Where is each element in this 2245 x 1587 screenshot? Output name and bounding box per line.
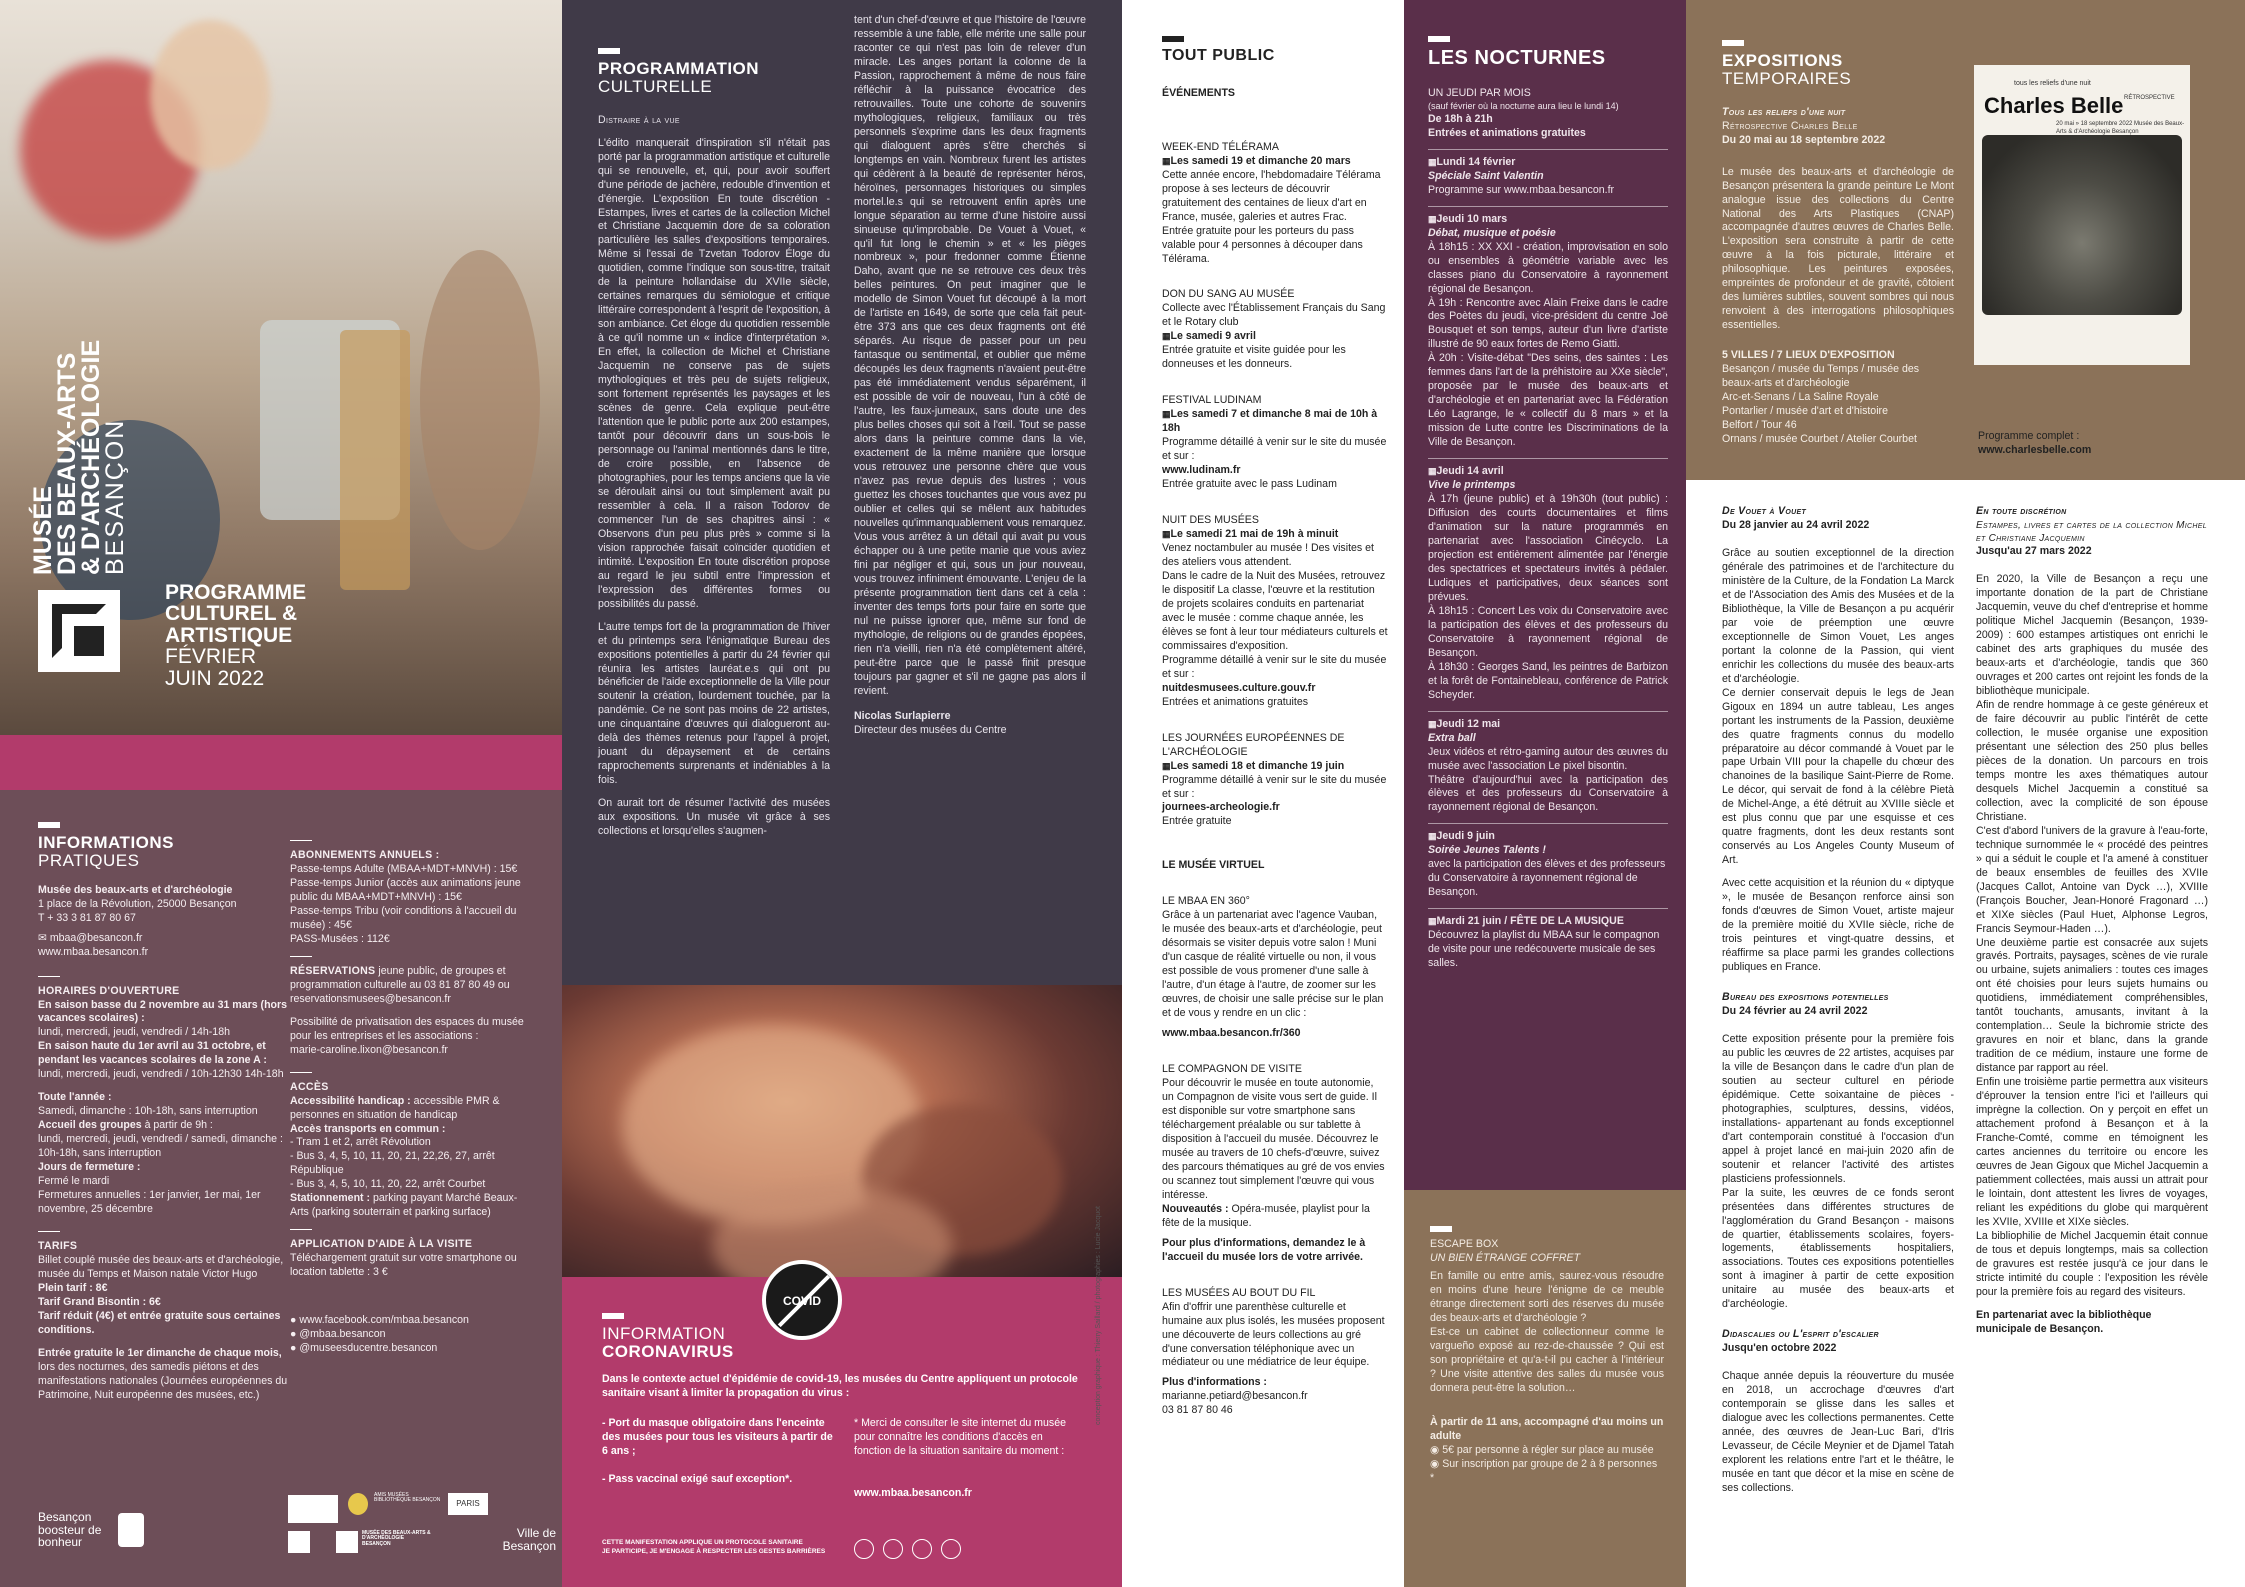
escape-title: ESCAPE BOX [1430,1238,1499,1250]
signature-name: Nicolas Surlapierre [854,710,951,723]
web-link[interactable]: www.mbaa.besancon.fr [38,945,149,958]
nocturnes-column: LES NOCTURNES UN JEUDI PAR MOIS (sauf février où la nocturne aura lieu le lundi 14) De 18h à 21h Entrées et animations gratuites ▦ Lundi 14 février Spéciale Saint Valentin Programme sur www.mbaa.besancon.fr ▦ Jeudi 10 mars Débat, musique et poésie À 18h15 : XX XXI - création, improvisation en solo ou ensembles à géométrie variable avec les classes piano du Conservatoire à rayonnement régional de Besançon. À 19h : Rencontre avec Alain Freixe dans le cadre des Poètes du jeudi, vice-président du centre Joë Bousquet et son temps, auteur d'un livre d'artiste illustré de 90 eaux fortes de Remo Giatti. À 20h : Visite-débat "Des seins, des saintes : Les femmes dans l'art de la préhistoire au XXe siècle", proposée par le musée des beaux-arts et d'archéologie et en partenariat avec la Fédération Léo Lagrange, le « collectif du 8 mars » et la mission de Lutte contre les Discriminations de la Ville de Besançon. ▦ Jeudi 14 avril Vive le printemps À 17h (jeune public) et à 19h30h (tout public) : Diffusion des courts documentaires et films d'animation sur la nature programmés en partenariat avec l'association Cinécyclo. La projection est entièrement alimentée par l'énergie des spectatrices et spectateurs invités à pédaler. Ludiques et participatives, deux séances sont prévues. À 18h15 : Concert Les voix du Conservatoire avec la participation des élèves et des professeurs du Conservatoire à rayonnement régional de Besançon. À 18h30 : Georges Sand, les peintres de Barbizon et la forêt de Fontainebleau, conférence de Patrick Scheyder. ▦ Jeudi 12 mai Extra ball Jeux vidéos et rétro-gaming autour des œuvres du musée avec l'association Le pixel bisontin. Théâtre d'aujourd'hui avec la participation des élèves et des professeurs du Conservatoire à rayonnement régional de Besançon. ▦ Jeudi 9 juin Soirée Jeunes Talents ! avec la participation des élèves et des professeurs du Conservatoire à rayonnement régional de Besançon. ▦ Mardi 21 juin / FÊTE DE LA MUSIQUE Découvrez la playlist du MBAA sur le compagnon de visite pour une redécouverte musicale de ses salles. ESCAPE BOX UN BIEN ÉTRANGE COFFRET En famille ou entre amis, saurez-vous résoudre en moins d'une heure l'énigme de ce meuble étrange directement sorti des réserves du musée des beaux-arts et d'archéologie ? Est-ce un cabinet de collectionneur comme le vargueño exposé au rez-de-chaussée ? Qui est son propriétaire et qu'a-t-il pu cacher à l'intérieur ? Une visite attentive des salles du musée vous donnera peut-être la solution… À partir de 11 ans, accompagné d'au moins un adulte ◉ 5€ par personne à régler sur place au musée ◉ Sur inscription par groupe de 2 à 8 personnes * [1404,0,1686,1587]
event-nuit-des-musees: NUIT DES MUSÉES ▦ Le samedi 21 mai de 19h à minuit Venez noctambuler au musée ! Des visites et des ateliers vous attendent. Dans le cadre de la Nuit des Musées, retrouvez le dispositif La classe, l'œuvre et la restitution de projets scolaires conduits en partenariat avec le musée : comme chaque année, les élèves se font à leur tour médiateurs culturels et commissaires d'exposition. Programme détaillé à venir sur le site du musée et sur : nuitdesmusees.culture.gouv.fr Entrées et animations gratuites [1162,514,1388,710]
tout-public-column [1122,0,1404,1587]
nocturne-date-3: ▦ Jeudi 14 avril [1428,465,1668,479]
museum-small-logo-text: MUSÉE DES BEAUX-ARTS & D'ARCHÉOLOGIE BESANÇON [362,1530,431,1547]
practical-info-column [0,0,562,1587]
info-right: ABONNEMENTS ANNUELS : Passe-temps Adulte (MBAA+MDT+MNVH) : 15€ Passe-temps Junior (accès aux animations jeune public du MBAA+MDT+MNVH) : 15€ Passe-temps Tribu (voir conditions à l'accueil du musée) : 45€ PASS-Musées : 112€ RÉSERVATIONS jeune public, de groupes et programmation culturelle au 03 81 87 80 49 ou reservationsmusees@besancon.fr Possibilité de privatisation des espaces du musée pour les entreprises et les associations : marie-caroline.lixon@besancon.fr ACCÈS Accessibilité handicap : accessible PMR & personnes en situation de handicap Accès transports en commun : - Tram 1 et 2, arrêt Révolution - Bus 3, 4, 5, 10, 11, 20, 21, 22,26, 27, arrêt République - Bus 3, 4, 5, 10, 11, 20, 22, arrêt Courbet Stationnement : parking payant Marché Beaux-Arts (parking souterrain et parking surface) APPLICATION D'AIDE À LA VISITE Téléchargement gratuit sur votre smartphone ou location tablette : 3 € ● www.facebook.com/mbaa.besancon ● @mbaa.besancon ● @museesducentre.besancon [290,838,530,1356]
covid-web-link[interactable]: www.mbaa.besancon.fr [854,1487,972,1499]
facebook-link[interactable]: ● www.facebook.com/mbaa.besancon [290,1314,469,1327]
museum-small-logo-icon [336,1531,358,1553]
edito-p3: On aurait tort de résumer l'activité des musées aux expositions. Un musée vit grâce à ses collections et lorsqu'elles s'augmen- [598,797,830,838]
nocturne-date-5: ▦ Jeudi 9 juin [1428,830,1668,844]
handwash-icon [883,1539,903,1559]
covid-rule-mask: - Port du masque obligatoire dans l'enceinte des musées pour tous les visiteurs à partir de 6 ans ; [602,1417,833,1457]
nocturne-date-6: ▦ Mardi 21 juin / FÊTE DE LA MUSIQUE [1428,915,1668,929]
covid-intro: Dans le contexte actuel d'épidémie de covid-19, les musées du Centre appliquent un protocole sanitaire visant à limiter la propagation du virus : [602,1373,1078,1399]
covid-title: INFORMATION [602,1324,726,1343]
charles-belle-poster: tous les reliefs d'une nuit Charles Belle RÉTROSPECTIVE 20 mai » 18 septembre 2022 Musée des Beaux-Arts & d'Archéologie Besançon [1974,65,2190,365]
nocturnes-title: LES NOCTURNES [1428,47,1606,69]
virtual-bout-du-fil: LES MUSÉES AU BOUT DU FIL Afin d'offrir une parenthèse culturelle et humaine aux plus isolés, les musées proposent une découverte de leurs collections au gré d'une conversation téléphonique avec un médiateur ou une médiatrice de leur équipe. Plus d'informations : marianne.petiard@besancon.fr 03 81 87 80 46 [1162,1287,1388,1419]
virtual-360: LE MBAA EN 360° Grâce à un partenariat avec l'agence Vauban, le musée des beaux-arts et d'archéologie, peut désormais se visiter depuis votre salon ! Muni d'un casque de réalité virtuelle ou non, il vous est possible de vous promener d'une salle à l'autre, d'un étage à l'autre, de zoomer sur les œuvres, de choisir une salle précise sur le plan et de vous y rendre en un clic : www.mbaa.besancon.fr/360 [1162,895,1388,1041]
no-covid-icon: COVID [762,1260,842,1340]
mbaa-360-link[interactable]: www.mbaa.besancon.fr/360 [1162,1027,1301,1040]
escape-box-section: ESCAPE BOX UN BIEN ÉTRANGE COFFRET En famille ou entre amis, saurez-vous résoudre en moins d'une heure l'énigme de ce meuble étrange directement sorti des réserves du musée des beaux-arts et d'archéologie ? Est-ce un cabinet de collectionneur comme le vargueño exposé au rez-de-chaussée ? Qui est son propriétaire et qu'a-t-il pu cacher à l'intérieur ? Une visite attentive des salles du musée vous donnera peut-être la solution… À partir de 11 ans, accompagné d'au moins un adulte ◉ 5€ par personne à régler sur place au musée ◉ Sur inscription par groupe de 2 à 8 personnes * [1404,1190,1686,1587]
tree-artwork [1982,135,2182,315]
nocturne-date-4: ▦ Jeudi 12 mai [1428,718,1668,732]
covid-footer: CETTE MANIFESTATION APPLIQUE UN PROTOCOLE SANITAIRE JE PARTICIPE, JE M'ENGAGE À RESPECTER LES GESTES BARRIÈRES [602,1539,826,1555]
ministry-logo [2172,28,2202,52]
event-archeologie: LES JOURNÉES EUROPÉENNES DE L'ARCHÉOLOGIE ▦ Les samedi 18 et dimanche 19 juin Programme détaillé à venir sur le site du musée et sur : journees-archeologie.fr Entrée gratuite [1162,732,1388,830]
covid-note: * Merci de consulter le site internet du musée pour connaître les conditions d'accès en fonction de la situation sanitaire du moment : [854,1417,1066,1457]
euro-icon: ◉ [1430,1443,1443,1456]
instagram-icon: ● [290,1342,300,1355]
info-subtitle: PRATIQUES [38,850,140,870]
kicker: Distraire à la vue [598,113,680,126]
museum-logo [38,590,120,672]
virtual-title: LE MUSÉE VIRTUEL [1162,859,1265,872]
nocturne-date-1: ▦ Lundi 14 février [1428,156,1668,170]
escape-subtitle: UN BIEN ÉTRANGE COFFRET [1430,1251,1581,1264]
color-band [0,735,562,790]
covid-subtitle: CORONAVIRUS [602,1341,734,1361]
info-title: INFORMATIONS [38,833,175,852]
instagram-link-2[interactable]: ● @museesducentre.besancon [290,1342,438,1355]
republic-logo [288,1495,338,1523]
elbow-icon [941,1539,961,1559]
ludinam-link[interactable]: www.ludinam.fr [1162,464,1241,477]
programmation-title: PROGRAMMATION [598,59,760,78]
covid-section [562,1277,1122,1587]
info-left: INFORMATIONS PRATIQUES Musée des beaux-arts et d'archéologie 1 place de la Révolution, 25000 Besançon T + 33 3 81 87 80 67 ✉ mbaa@besancon.fr www.mbaa.besancon.fr HORAIRES D'OUVERTURE En saison basse du 2 novembre au 31 mars (hors vacances scolaires) : lundi, mercredi, jeudi, vendredi / 14h-18h En saison haute du 1er avril au 31 octobre, et pendant les vacances scolaires de la zone A : lundi, mercredi, jeudi, vendredi / 10h-12h30 14h-18h Toute l'année : Samedi, dimanche : 10h-18h, sans interruption Accueil des groupes à partir de 9h : lundi, mercredi, jeudi, vendredi / samedi, dimanche : 10h-18h, sans interruption Jours de fermeture : Fermé le mardi Fermetures annuelles : 1er janvier, 1er mai, 1er novembre, 25 décembre TARIFS Billet couplé musée des beaux-arts et d'archéologie, musée du Temps et Maison natale Victor Hugo Plein tarif : 8€ Tarif Grand Bisontin : 6€ Tarif réduit (4€) et entrée gratuite sous certaines conditions. Entrée gratuite le 1er dimanche de chaque mois, lors des nocturnes, des samedis piétons et des manifestations nationales (Journées européennes du Patrimoine, Nuit européenne des musées, etc.) [38,822,288,1403]
phone-icon: ◉ [1430,1457,1443,1470]
email-link[interactable]: mbaa@besancon.fr [49,931,143,944]
email-line: ✉ mbaa@besancon.fr [38,931,143,944]
partner-logos [38,1492,558,1565]
exhibition-places: Besançon / musée du Temps / musée des beaux-arts et d'archéologie Arc-et-Senans / La Saline Royale Pontarlier / musée d'art et d'histoire Belfort / Tour 46 Ornans / musée Courbet / Atelier Courbet [1722,363,1920,446]
signature-role: Directeur des musées du Centre [854,724,1007,737]
paris-logo: PARIS [448,1493,488,1515]
virtual-compagnon: LE COMPAGNON DE VISITE Pour découvrir le musée en toute autonomie, un Compagnon de visite vous sert de guide. Il est disponible sur votre smartphone sans téléchargement préalable ou sur tablette à disposition à l'accueil du musée. Découvrez le musée au travers de 10 chefs-d'œuvre, suivez des parcours thématiques au gré de vos envies ou scannez tout simplement l'œuvre qui vous intéresse. Nouveautés : Opéra-musée, playlist pour la fête de la musique. Pour plus d'informations, demandez le à l'accueil du musée lors de votre arrivée. [1162,1063,1385,1263]
tout-public-title: TOUT PUBLIC [1162,47,1275,64]
expositions-subtitle: TEMPORAIRES [1722,68,1852,88]
nuit-musees-link[interactable]: nuitdesmusees.culture.gouv.fr [1162,681,1316,694]
facebook-icon: ● [290,1314,300,1327]
vouet-painting [562,985,1122,1277]
graphic-credit: conception graphique : Thierry Saillard / photographies : Lucie Jacquot [1095,1206,1102,1425]
archeologie-link[interactable]: journees-archeologie.fr [1162,801,1280,814]
museum-name: MUSÉE DES BEAUX-ARTS & D'ARCHÉOLOGIE BESANÇON [29,339,130,575]
event-don-du-sang: DON DU SANG AU MUSÉE Collecte avec l'Établissement Français du Sang et le Rotary club ▦ Le samedi 9 avril Entrée gratuite et visite guidée pour les donneuses et les donneurs. [1162,288,1388,372]
expositions-title: EXPOSITIONS [1722,51,1843,70]
bout-du-fil-contact[interactable]: marianne.petiard@besancon.fr 03 81 87 80 46 [1162,1390,1308,1417]
programme-title: PROGRAMME CULTUREL & ARTISTIQUE FÉVRIER JUIN 2022 [165,581,307,690]
instagram-link[interactable]: ● @mbaa.besancon [290,1328,386,1341]
distance-icon [912,1539,932,1559]
amis-musees-logo: AMIS MUSÉES BIBLIOTHÈQUE BESANÇON [374,1492,441,1504]
besancon-boosteur-logo: Besançon boosteur de bonheur [38,1510,102,1550]
instagram-icon: ● [290,1328,300,1341]
expositions-column: EXPOSITIONS TEMPORAIRES Tous les reliefs d'une nuit Rétrospective Charles Belle Du 20 mai au 18 septembre 2022 Le musée des beaux-arts et d'archéologie de Besançon présentera la grande peinture Le Mont analogue issue des collections du Centre National des Arts Plastiques (CNAP) accompagnée d'autres œuvres de Charles Belle. L'exposition sera construite à partir de cette œuvre à la fois picturale, littéraire et philosophique. Les peintures exposées, empreintes de profondeur et de gravité, côtoient des lumières subtiles, souvent sombres qui nous renvoient à des interrogations philosophiques essentielles. 5 VILLES / 7 LIEUX D'EXPOSITION Besançon / musée du Temps / musée des beaux-arts et d'archéologie Arc-et-Senans / La Saline Royale Pontarlier / musée d'art et d'histoire Belfort / Tour 46 Ornans / musée Courbet / Atelier Courbet tous les reliefs d'une nuit Charles Belle RÉTROSPECTIVE 20 mai » 18 septembre 2022 Musée des Beaux-Arts & d'Archéologie Besançon Programme complet : www.charlesbelle.com De Vouet à Vouet Du 28 janvier au 24 avril 2022 Grâce au soutien exceptionnel de la direction générale des patrimoines et de l'architecture du ministère de la Culture, de la Fondation La Marck et de l'Association des Amis des Musées et de la Bibliothèque, la Ville de Besançon a pu acquérir par voie de préemption une œuvre exceptionnelle de Simon Vouet, Les anges portant la colonne de la Passion, qui vient enrichir les collections du musée des beaux-arts et d'archéologie. Ce dernier conservait depuis le legs de Jean Gigoux en 1894 un autre tableau, Les anges portant les instruments de la Passion, deuxième des quatre fragments connus du modello préparatoire au décor commandé à Vouet par le pape Urbain VIII pour la chapelle du chœur des chanoines de la basilique Saint-Pierre de Rome. Le décor, qui servait de fond à la célèbre Pietà de Michel-Ange, a été détruit au XVIIIe siècle et est plus connu que par une esquisse et ces quatre fragments, dont les deux restants sont conservés au Los Angeles County Museum of Art. Avec cette acquisition et la réunion du « diptyque », le musée de Besançon renforce ainsi son fonds d'œuvres de Simon Vouet, artiste majeur de la première moitié du XVIIe siècle, riche de trois peintures et vingt-quatre dessins, et réaffirme sa place parmi les grandes collections publiques en France. Bureau des expositions potentielles Du 24 février au 24 avril 2022 Cette exposition présente pour la première fois au public les œuvres de 22 artistes, acquises par la ville de Besançon dans le cadre d'un plan de soutien au secteur culturel en période épidémique. Cette soixantaine de pièces -photographies, sculptures, dessins, vidéos, installations- appartenant au fonds exceptionnel d'art contemporain constitué à l'occasion d'un appel à projet lancé en mai-juin 2020 afin de soutenir et relancer l'activité des artistes plasticiens professionnels. Par la suite, les œuvres de ce fonds seront présentées dans différentes structures de l'agglomération du Grand Besançon - maisons de quartier, établissements scolaires, foyers-logements, établissements hospitaliers, associations. Toutes ces expositions potentielles sont à imaginer à partir de cette exposition unitaire au musée des beaux-arts et d'archéologie. Didascalies ou L'esprit d'escalier Jusqu'en octobre 2022 Chaque année depuis la réouverture du musée en 2018, un accrochage d'œuvres d'art contemporain se glisse dans les salles et dialogue avec les collections permanentes. Cette année, des œuvres de Jean-Luc Bari, d'Iris Levasseur, de Cécile Meynier et de Djamel Tatah explorent les relations entre l'art et le théâtre, le musée en tant que décor et la mise en scène de ses collections. En toute discrétion Estampes, livres et cartes de la collection Michel et Christiane Jacquemin Jusqu'au 27 mars 2022 En 2020, la Ville de Besançon a reçu une importante donation de la part de Christiane Jacquemin, veuve du chef d'entreprise et homme politique Michel Jacquemin (Besançon, 1939-2009) : 600 estampes artistiques ont enrichi le cabinet des arts graphiques du musée des beaux-arts et d'archéologie, tandis que 360 ouvrages et 200 cartes ont rejoint les fonds de la bibliothèque municipale. Afin de rendre hommage à ce geste généreux et de faire découvrir au public l'intérêt de cette collection, le musée organise une exposition présentant une sélection des 250 plus belles pièces de la donation. Un parcours en trois temps montre les axes thématiques autour desquels Michel Jacquemin a constitué sa collection, avec la complicité de son épouse Christiane. C'est d'abord l'univers de la gravure à l'eau-forte, technique surnommée le « procédé des peintres » qui a séduit le couple et l'a amené à constituer de beaux ensembles de feuilles des XVIIe (Jacques Callot, Antoine van Dyck …), XVIIIe (François Boucher, Jean-Honoré Fragonard …) et XIXe siècles (Paul Huet, Alphonse Legros, Francis Seymour-Haden …). Une deuxième partie est consacrée aux sujets gravés. Portraits, paysages, scènes de vie rurale ou urbaine, sujets animaliers : toutes ces images ont été choisies pour leurs sujets humains ou quotidiens, immédiatement compréhensibles, tantôt touchants, amusants, invitant à la contemplation… Seule la bichromie stricte des gravures en noir et blanc, dans la grande tradition de ce médium, instaure une forme de distance par rapport au réel. Enfin une troisième partie permettra aux visiteurs d'éprouver la tension entre l'ici et l'ailleurs qui imprègne la collection. On y perçoit en effet un attachement profond à Besançon et à la Franche-Comté, comme en témoignent les cartes anciennes du territoire ou encore les œuvres de Jean Gigoux que Michel Jacquemin a patiemment collectées, mais aussi un attrait pour le lointain, dont attestent les livres de voyages, reliant les expéditions du globe qui marquèrent les XVIIe, XVIIIe et XIXe siècles. La bibliophilie de Michel Jacquemin était connue de tous et depuis longtemps, mais sa collection de gravures est restée jusqu'à ce jour dans le stricte intimité du couple : l'exposition les révèle pour la première fois au regard des visiteurs. En partenariat avec la bibliothèque municipale de Besançon. [1686,0,2245,1587]
programmation-subtitle: CULTURELLE [598,76,713,96]
edito-p2: L'autre temps fort de la programmation de l'hiver et du printemps sera l'énigmatique Bureau des expositions potentielles à partir du 24 février qui réunira les artistes lauréat.e.s qui ont pu bénéficier de l'aide exceptionnelle de la Ville pour soutenir la création, lourdement touchée, par la pandémie. Ce ne sont pas moins de 22 artistes, une cinquantaine d'œuvres qui dialogueront au-delà des thèmes retenus pour l'appel à projet, jouant du dépaysement et de certains rapprochements surprenants et indéniables à la fois. [598,620,830,787]
edito-p1: L'édito manquerait d'inspiration s'il n'était pas porté par la programmation artistique et culturelle qui se renouvelle, et, qui, pour avoir souffert d'une période de jachère, redouble d'invention et d'énergie. L'exposition En toute discrétion - Estampes, livres et cartes de la collection Michel et Christiane Jacquemin dore de sa coloration particulière les salles d'expositions temporaires. Même si l'essai de Tzvetan Todorov Éloge du quotidien, comme l'indique son sous-titre, traitait de la peinture hollandaise du XVIIe siècle, certaines remarques du sémiologue et critique littéraire correspondent à l'esprit de l'exposition, à son ambiance. Cet éloge du quotidien ressemble à ce qu'il nomme un « indice d'interprétation ». En effet, la collection de Michel et Christiane Jacquemin ne conserve pas de sujets mythologiques et très peu de sujets religieux, sont fortement représentés les paysages et les scènes de genre. Cela explique peut-être l'attention que le public porte aux 200 estampes, tantôt pour découvrir dans un sous-bois le personnage ou l'animal mentionnés dans le titre, de croire possible, en l'absence de photographies, pour les temps anciens que la vie se déroulait ainsi ou tout simplement avait pu ressembler à cela. Il a raison Todorov de commencer l'un de ses chapitres ainsi : « Observons d'un peu plus près » comme si la vision rapprochée faisait coïncider quotidien et intimité. L'exposition En toute discrétion propose au regard le jeu subtil entre l'impression et l'expression des différentes formes ou possibilités du passé. [598,136,830,610]
nocturne-date-2: ▦ Jeudi 10 mars [1428,213,1668,227]
ville-besancon-logo: Ville de Besançon [502,1526,556,1553]
event-telerama: WEEK-END TÉLÉRAMA ▦ Les samedi 19 et dimanche 20 mars Cette année encore, l'hebdomadaire Télérama propose à ses lecteurs de découvrir gratuitement des centaines de lieux d'art en France, musée, galeries et autres Frac. Entrée gratuite pour les porteurs du pass valable pour 4 personnes à découper dans Télérama. [1162,141,1388,267]
mask-icon [854,1539,874,1559]
covid-rule-pass: - Pass vaccinal exigé sauf exception*. [602,1473,793,1485]
programmation-column [562,0,1122,1587]
b-logo-icon [118,1513,144,1547]
event-ludinam: FESTIVAL LUDINAM ▦ Les samedi 7 et dimanche 8 mai de 10h à 18h Programme détaillé à venir sur le site du musée et sur : www.ludinam.fr Entrée gratuite avec le pass Ludinam [1162,394,1388,492]
m-logo-icon [288,1531,310,1553]
gestures-icons [854,1539,1054,1567]
charles-belle-link[interactable]: www.charlesbelle.com [1978,443,2092,456]
edito-p4: tent d'un chef-d'œuvre et que l'histoire de l'œuvre ressemble à une fable, elle mérite une salle pour raconter ce qui n'est pas loin de relever d'un miracle. Les anges portant la colonne de la Passion, rapprochement à même de nous faire réfléchir à la puissance évocatrice des retrouvailles. Toute une cohorte de souvenirs mythologiques, religieux, familiaux ou très personnels s'exprime dans les deux fragments qui dialoguent après s'être cherchés si longtemps en vain. Nombreux furent les artistes qui cédèrent à la beauté de représenter héros, héroïnes, personnages historiques ou simples mortel.le.s qui se retrouvent enfin après une longue séparation au terme d'une histoire aussi sinueuse qu'improbable. De Vouet à Vouet, « qu'il fut long le chemin » et « les pièges nombreux », pour fredonner comme Étienne Daho, avant que ne se retrouve ces deux très belles peintures. On peut imaginer que le modello de Simon Vouet fut découpé à la mort de l'artiste en 1649, de sorte que cela fait peut-être 373 ans que ces deux fragments ont été séparés. Au risque de passer pour un peu fantasque ou sentimental, et oublier que même découpés les deux fragments n'avaient peut-être pas été immédiatement vendus séparément, il est possible de voir de nouveau, l'un à côté de l'autre, les faux-jumeaux, sans doute une des plus belles choses qui soit à l'œil. Tout se passe alors dans la peinture comme dans la vie, exactement de la même manière que lorsque vous retrouvez une personne chère que vous n'avez pas revue depuis des lustres ; vous guettez les choses touchantes que vous avez pu oublier et celles qui se mêlent aux habitudes nouvelles qu'immanquablement vous remarquez. Vous vous arrêtez à un détail qui avait pu vous échapper ou à une petite manie que vous aviez fini par négliger et qui, sous un jour nouveau, vous trouvez infiniment émouvante. L'enjeu de la présente programmation tient dans cet à cela : inventer des temps forts pour faire en sorte que nul ne puisse ignorer que, même sur fond de mythologie, de religions ou de grandes épopées, rien n'a vieilli, rien n'a été complètement altéré, peut-être parce que le passé finit presque toujours par gagner et s'il ne gagne pas alors il revient. [854,14,1086,697]
award-logo [348,1493,368,1515]
events-title: ÉVÉNEMENTS [1162,86,1235,99]
